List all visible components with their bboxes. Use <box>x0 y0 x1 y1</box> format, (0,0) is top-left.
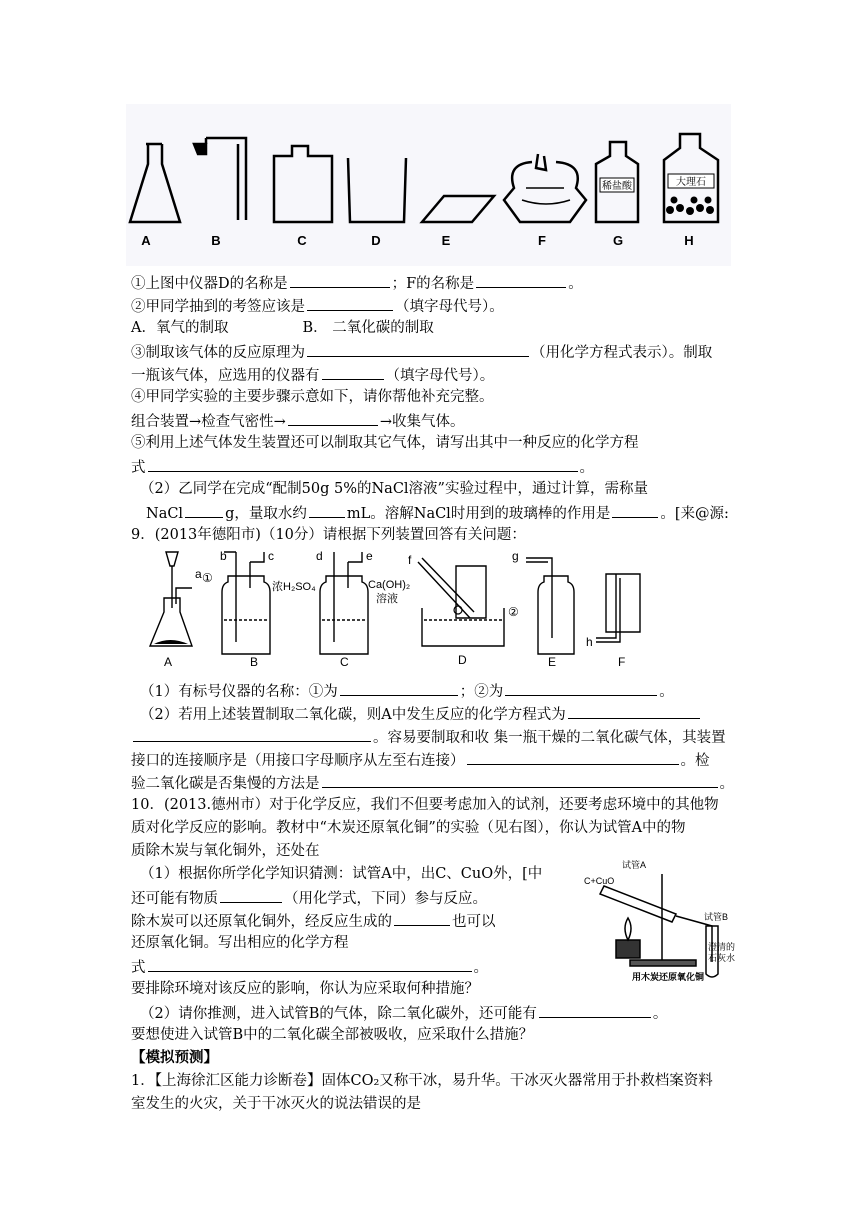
answer-blank[interactable] <box>394 910 450 926</box>
question-9-title: 9．(2013年德阳市)（10分）请根据下列装置回答有关问题： <box>131 527 526 543</box>
device-e-bottle <box>538 576 574 654</box>
q9-line-3: 。容易要制取和收 集一瓶干燥的二氧化碳气体，其装置 <box>131 726 726 748</box>
answer-blank[interactable] <box>290 272 390 288</box>
apparatus-figure-1 <box>126 104 731 266</box>
mock-heading: 【模拟预测】 <box>131 1049 218 1066</box>
q9-line-1: （1）有标号仪器的名称：①为 ；②为 。 <box>140 680 674 702</box>
q9-line-2: （2）若用上述装置制取二氧化碳，则A中发生反应的化学方程式为 <box>140 703 702 725</box>
q-line-9: 式 。 <box>131 456 594 478</box>
answer-blank[interactable] <box>476 272 566 288</box>
tube-b-shape <box>194 144 206 154</box>
q-line-4: ③制取该气体的反应原理为 （用化学方程式表示）。制取 <box>131 341 712 363</box>
q10-line-7: 还原氧化铜。写出相应的化学方程 <box>131 935 349 951</box>
answer-blank[interactable] <box>133 726 371 742</box>
label-h: H <box>684 233 694 248</box>
glass-plate-e-shape <box>422 196 494 222</box>
flame <box>625 918 631 940</box>
figure-caption: 用木炭还原氧化铜 <box>632 972 705 982</box>
port-e: e <box>366 549 373 563</box>
port-d: d <box>316 549 323 563</box>
q10-line-2: 质对化学反应的影响。教材中“木炭还原氧化铜”的实验（见右图），你认为试管A中的物 <box>131 820 686 836</box>
device-c-tubes <box>334 552 362 642</box>
lamp <box>616 940 640 958</box>
tube-b-line <box>206 138 246 220</box>
fig2-label-b: B <box>250 655 259 669</box>
device-d-tube <box>418 558 474 618</box>
circle-label-2: ② <box>508 605 519 619</box>
carbon-reduction-figure <box>576 856 741 984</box>
device-c-bottle <box>320 576 368 654</box>
q10-line-9: 要排除环境对该反应的影响，你认为应采取何种措施？ <box>131 981 479 997</box>
fig2-label-e: E <box>548 655 557 669</box>
carbon-reduction-drawing <box>576 856 741 984</box>
device-a-flask <box>150 598 192 646</box>
port-c: c <box>268 549 274 563</box>
q-line-10: （2）乙同学在完成“配制50g 5%的NaCl溶液”实验过程中，通过计算，需称量 <box>140 481 648 497</box>
fig2-label-c: C <box>340 655 349 669</box>
answer-blank[interactable] <box>539 1002 651 1018</box>
beaker-d-shape <box>348 158 406 222</box>
limewater-label-2: 溶液 <box>376 593 398 605</box>
answer-blank[interactable] <box>340 680 458 696</box>
answer-blank[interactable] <box>612 502 658 518</box>
q10-line-11: 要想使进入试管B中的二氧化碳全部被吸收，应采取什么措施？ <box>131 1027 534 1043</box>
label-c: C <box>297 233 307 248</box>
q9-line-4: 接口的连接顺序是（用接口字母顺序从左至右连接） 。检 <box>131 749 710 771</box>
device-d-bottle <box>456 566 486 618</box>
limewater-label-1: 澄清的 <box>708 942 736 952</box>
port-g: g <box>512 549 519 563</box>
port-b: b <box>220 549 227 563</box>
q10-line-5: 还可能有物质 （用化学式，下同）参与反应。 <box>131 887 487 909</box>
stand-base <box>630 960 696 966</box>
q10-line-6: 除木炭可以还原氧化铜外，经反应生成的 也可以 <box>131 910 496 932</box>
device-e-tube <box>526 558 552 638</box>
answer-blank[interactable] <box>148 456 578 472</box>
device-f-bottle <box>606 574 640 632</box>
q-line-5: 一瓶该气体，应选用的仪器有 （填字母代号）。 <box>131 364 494 386</box>
answer-blank[interactable] <box>322 364 384 380</box>
q-line-6: ④甲同学实验的主要步骤示意如下，请你帮他补充完整。 <box>131 389 494 405</box>
answer-blank[interactable] <box>467 749 679 765</box>
q10-line-1: 10．(2013.德州市）对于化学反应，我们不但要考虑加入的试剂，还要考虑环境中的其他物 <box>131 797 719 813</box>
label-b: B <box>211 233 221 248</box>
device-d-trough <box>422 608 504 646</box>
apparatus-figure-2-drawing <box>140 548 660 670</box>
tube-a-label: 试管A <box>622 860 647 870</box>
limewater-label-2: 石灰水 <box>708 953 736 963</box>
port-a: a <box>195 567 202 581</box>
q9-line-5: 验二氧化碳是否集慢的方法是 。 <box>131 772 734 794</box>
q-line-1: ①上图中仪器D的名称是 ；F的名称是 。 <box>131 272 583 294</box>
answer-blank[interactable] <box>220 887 282 903</box>
answer-blank[interactable] <box>148 956 472 972</box>
label-d: D <box>371 233 381 248</box>
label-a: A <box>141 233 151 248</box>
answer-blank[interactable] <box>568 703 700 719</box>
answer-blank[interactable] <box>288 410 378 426</box>
device-b-tubes <box>224 552 264 642</box>
mock-line-2: 室发生的火灾，关于干冰灭火的说法错误的是 <box>131 1096 421 1112</box>
port-f: f <box>408 553 412 567</box>
q10-line-3: 质除木炭与氧化铜外，还处在 <box>131 843 320 859</box>
q-line-3: A．氧气的制取 B． 二氧化碳的制取 <box>131 320 434 336</box>
q10-line-10: （2）请你推测，进入试管B的气体，除二氧化碳外，还可能有 。 <box>140 1002 667 1024</box>
device-a-tube <box>176 588 192 604</box>
answer-blank[interactable] <box>505 680 657 696</box>
reactants-label: C+CuO <box>584 876 615 886</box>
answer-blank[interactable] <box>185 502 223 518</box>
mock-line-1: 1．【上海徐汇区能力诊断卷】固体CO₂又称干冰，易升华。干冰灭火器常用于扑救档案资料 <box>131 1073 713 1089</box>
basket-f-inner <box>522 188 570 204</box>
bottle-h-label: 大理石 <box>676 177 706 188</box>
fig2-label-a: A <box>164 655 173 669</box>
q10-line-8: 式 。 <box>131 956 488 978</box>
answer-blank[interactable] <box>307 295 393 311</box>
q10-line-4: （1）根据你所学化学知识猜测：试管A中，出C、CuO外，[中 <box>140 866 543 882</box>
port-h: h <box>586 635 593 649</box>
q-line-2: ②甲同学抽到的考签应该是 （填字母代号）。 <box>131 295 504 317</box>
apparatus-figure-1-drawing <box>126 104 731 266</box>
q-line-7: 组合装置→检查气密性→ →收集气体。 <box>131 410 464 432</box>
fig2-label-d: D <box>458 653 467 667</box>
label-e: E <box>441 233 451 248</box>
limewater-label-1: Ca(OH)₂ <box>368 579 411 591</box>
answer-blank[interactable] <box>307 341 529 357</box>
answer-blank[interactable] <box>322 772 718 788</box>
tube-a <box>600 886 676 922</box>
bottle-g-label: 稀盐酸 <box>602 181 632 192</box>
circle-label-1: ① <box>202 571 213 585</box>
label-g: G <box>612 233 624 248</box>
fig2-label-f: F <box>618 655 626 669</box>
flask-a-shape <box>130 144 180 222</box>
answer-blank[interactable] <box>309 502 345 518</box>
bottle-c-shape <box>274 146 332 222</box>
q-line-11: NaCl g，量取水约 mL。溶解NaCl时用到的玻璃棒的作用是 。[来@源: <box>146 502 729 524</box>
sulfuric-acid-label: 浓H₂SO₄ <box>272 581 316 593</box>
tube-b-label: 试管B <box>704 912 729 922</box>
q-line-8: ⑤利用上述气体发生装置还可以制取其它气体，请写出其中一种反应的化学方程 <box>131 435 639 451</box>
device-b-bottle <box>222 576 270 654</box>
apparatus-figure-2 <box>140 548 660 670</box>
label-f: F <box>538 233 546 248</box>
